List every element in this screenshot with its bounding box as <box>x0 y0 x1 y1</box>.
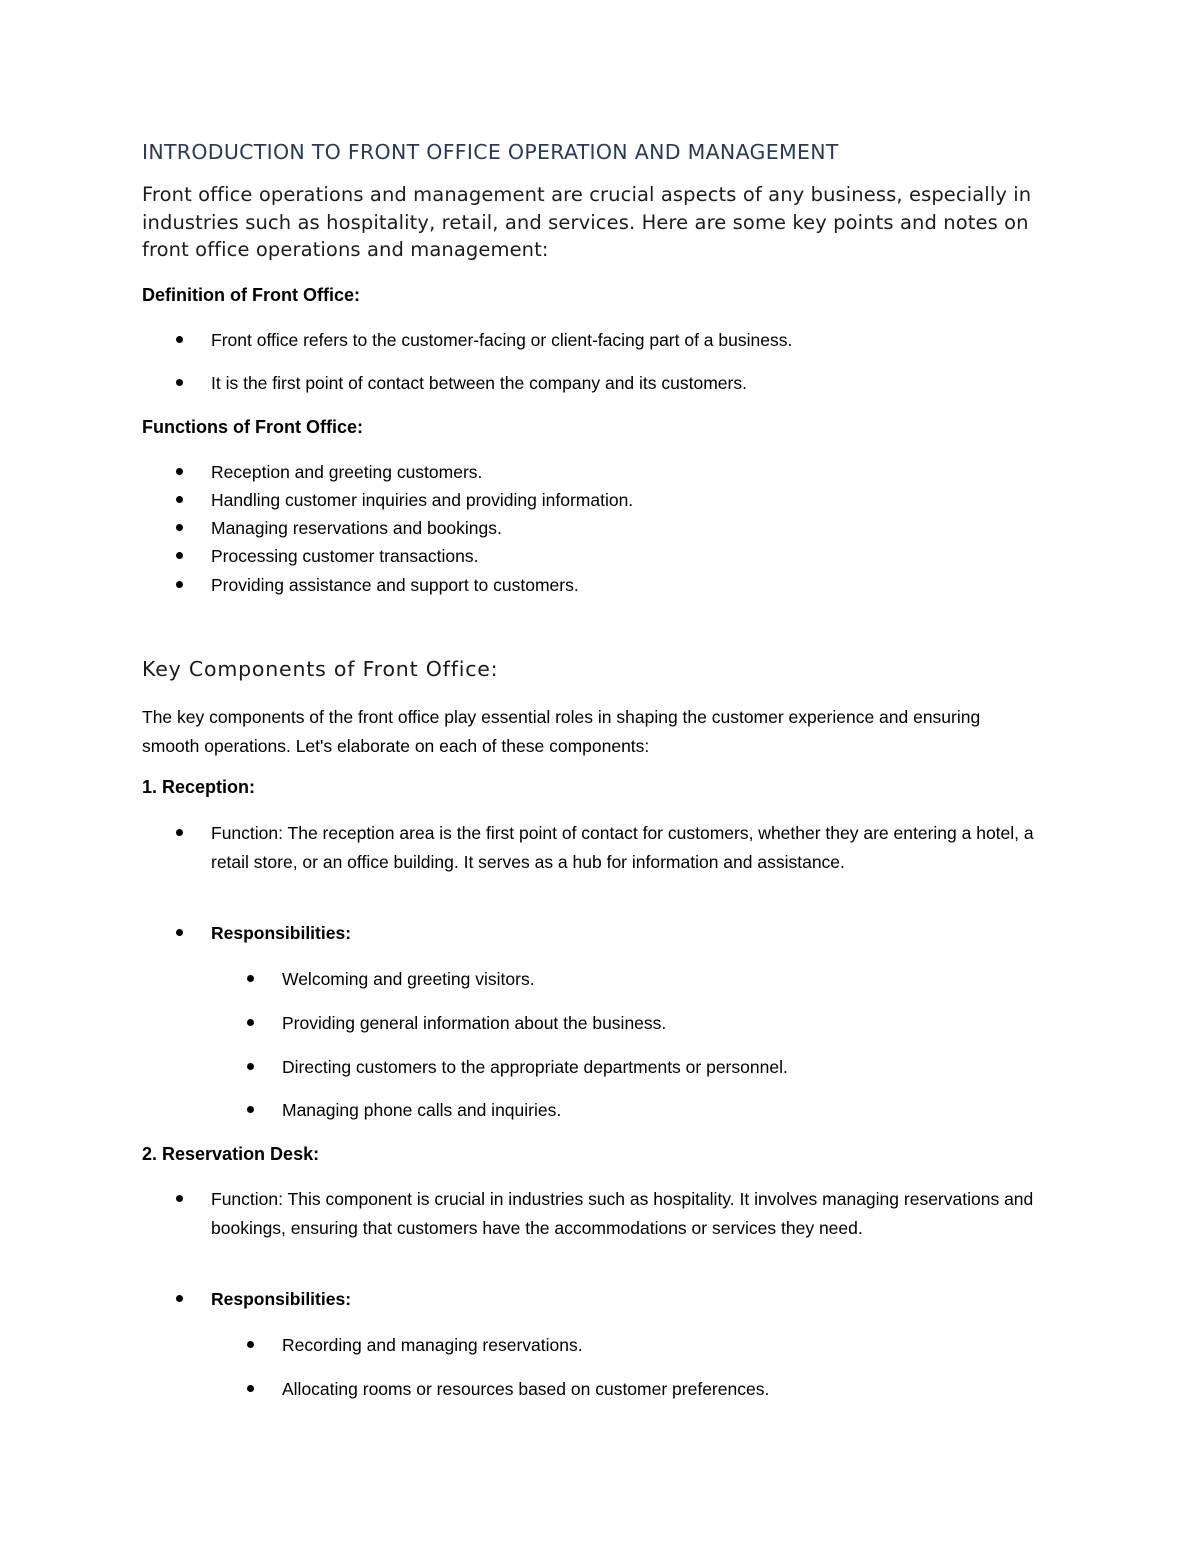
bullet-icon <box>176 524 183 531</box>
list-item-text: Directing customers to the appropriate departments or personnel. <box>282 1057 788 1077</box>
bullet-icon <box>176 552 183 559</box>
reservation-desk-heading: 2. Reservation Desk: <box>142 1144 320 1164</box>
bullet-icon <box>176 581 183 588</box>
list-item-text: Handling customer inquiries and providing information. <box>211 490 634 510</box>
list-item-text: Reception and greeting customers. <box>211 462 483 482</box>
list-item-text: Managing phone calls and inquiries. <box>282 1100 562 1120</box>
list-item-text: Function: The reception area is the first point of contact for customers, whether they are entering a hotel, a retail store, or an office building. It serves as a hub for information and assistance. <box>211 823 1034 872</box>
bullet-icon <box>176 496 183 503</box>
bullet-icon <box>176 1195 183 1202</box>
bullet-icon <box>176 468 183 475</box>
bullet-icon <box>247 1063 254 1070</box>
bullet-icon <box>176 379 183 386</box>
bullet-icon <box>247 1106 254 1113</box>
functions-heading: Functions of Front Office: <box>142 417 363 437</box>
definition-heading: Definition of Front Office: <box>142 285 360 305</box>
bullet-icon <box>176 829 183 836</box>
reception-heading: 1. Reception: <box>142 777 256 797</box>
bullet-icon <box>247 1341 254 1348</box>
bullet-icon <box>176 1295 183 1302</box>
list-item-text: Front office refers to the customer-facing or client-facing part of a business. <box>211 330 793 350</box>
key-components-paragraph: The key components of the front office play essential roles in shaping the customer experience and ensuring smooth operations. Let's elaborate on each of these components: <box>142 707 981 756</box>
list-item-text: Function: This component is crucial in industries such as hospitality. It involves managing reservations and bookings, ensuring that customers have the accommodations or services they need. <box>211 1189 1034 1238</box>
list-item-text: Providing general information about the business. <box>282 1013 667 1033</box>
responsibilities-label: Responsibilities: <box>211 1289 352 1309</box>
bullet-icon <box>247 1019 254 1026</box>
list-item-text: Welcoming and greeting visitors. <box>282 969 535 989</box>
bullet-icon <box>176 336 183 343</box>
bullet-icon <box>247 1385 254 1392</box>
key-components-heading: Key Components of Front Office: <box>142 657 499 681</box>
bullet-icon <box>176 929 183 936</box>
intro-paragraph: Front office operations and management are crucial aspects of any business, especially in industries such as hospitality, retail, and services. Here are some key points and notes on front office operations and management: <box>142 183 1032 261</box>
list-item-text: Allocating rooms or resources based on customer preferences. <box>282 1379 770 1399</box>
responsibilities-label: Responsibilities: <box>211 923 352 943</box>
list-item-text: Providing assistance and support to customers. <box>211 575 579 595</box>
list-item-text: Processing customer transactions. <box>211 546 479 566</box>
list-item-text: It is the first point of contact between the company and its customers. <box>211 373 747 393</box>
list-item-text: Recording and managing reservations. <box>282 1335 583 1355</box>
document-title: INTRODUCTION TO FRONT OFFICE OPERATION AND MANAGEMENT <box>142 140 839 164</box>
bullet-icon <box>247 975 254 982</box>
list-item-text: Managing reservations and bookings. <box>211 518 502 538</box>
